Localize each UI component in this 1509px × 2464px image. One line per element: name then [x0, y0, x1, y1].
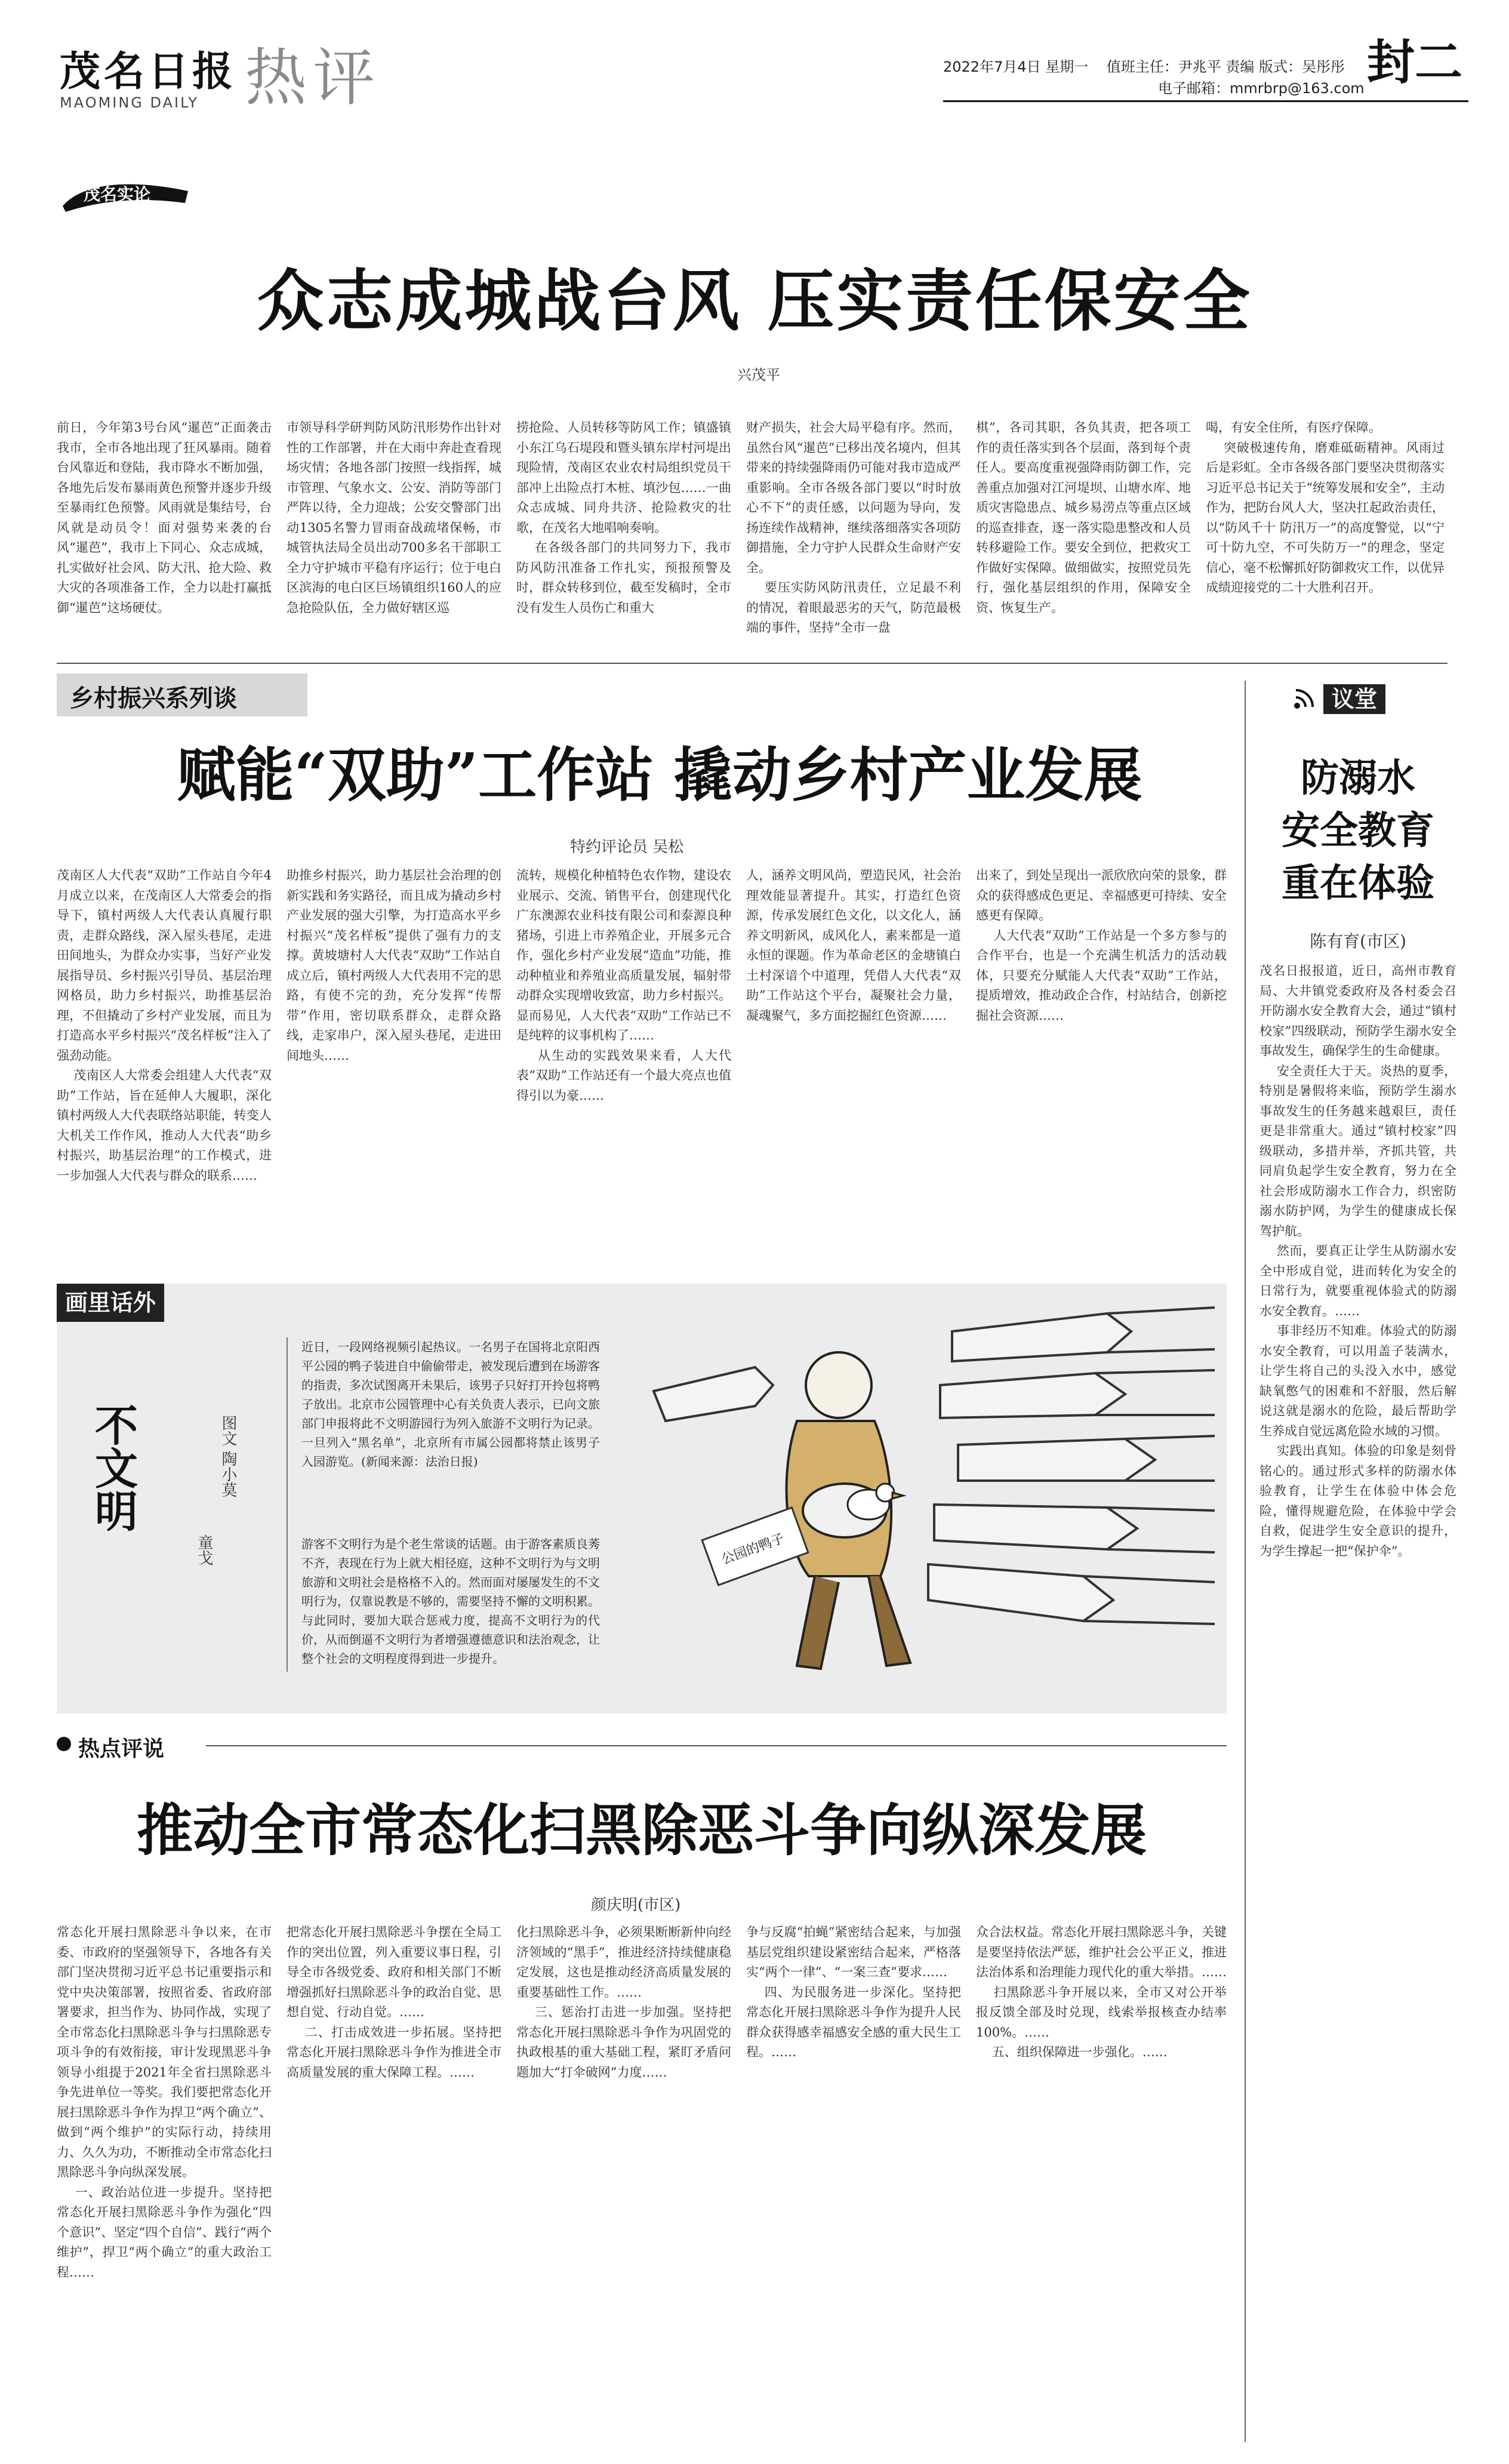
column-logo — [60, 173, 191, 215]
article3-title: 推动全市常态化扫黑除恶斗争向纵深发展 — [136, 1798, 1147, 1863]
hotspot-tag — [57, 1728, 200, 1762]
cartoon-title: 不文明 — [88, 1403, 138, 1532]
article1-bottom-rule — [57, 663, 1448, 664]
article2-col-3: 流转，规模化种植特色农作物，建设农业展示、交流、销售平台，创建现代化广东澳源农业科技有限公司和泰源良种猪场，引进上市养殖企业，开展多元合作，强化乡村产业发展“造血”功能，推动种植业和养殖业高质量发展，辐射带动群众实现增收致富，助力乡村振兴。显而易见，人大代表“双助”工作站已不是纯粹的议事机构了…… 从生动的实践效果来看，人大代表“双助”工作站还有一个最大亮点也值得引以为豪…… — [516, 868, 731, 1103]
bullet-icon — [57, 1737, 71, 1751]
section-title: 热评 — [245, 41, 381, 114]
article1-col-2: 市领导科学研判防风防汛形势作出针对性的工作部署，并在大雨中奔赴查看现场灾情；各地各部门按照一线指挥，城市管理、气象水文、公安、消防等部门严阵以待，全力迎战；公安交警部门出动1305名警力冒雨奋战疏堵保畅，市城管执法局全员出动700多名干部职工全力守护城市平稳有序运行；位于电白区滨海的电白区巨场镇组织160人的应急抢险队伍，全力做好辖区巡 — [287, 420, 501, 615]
series-tag-text: 乡村振兴系列谈 — [70, 685, 237, 712]
paper-name: 茂名日报 — [60, 48, 237, 96]
article3-col-3: 化扫黑除恶斗争，必须果断断新仲向经济领域的“黑手”，推进经济持续健康稳定发展，这也是推动经济高质量发展的重要基础性工作。…… 三、惩治打击进一步加强。坚持把常态化开展扫黑除恶斗争作为巩固党的执政根基的重大基础工程，紧盯矛盾问题加大“打伞破网”力度…… — [516, 1925, 731, 2080]
article2-col-2: 助推乡村振兴，助力基层社会治理的创新实践和务实路径，而且成为撬动乡村产业发展的强大引擎，为打造高水平乡村振兴“茂名样板”提供了强有力的支撑。黄坡塘村人大代表“双助”工作站自成立后，镇村两级人大代表用不完的思路，有使不完的劲，充分发挥“传帮带”作用，密切联系群众，走群众路线，走家串户，深入屋头巷尾，走进田间地头…… — [287, 868, 501, 1063]
cartoon-block — [57, 1284, 1227, 1714]
masthead — [0, 0, 1509, 137]
hotspot-tag-text: 热点评说 — [78, 1737, 165, 1761]
sidebar-title-line-3: 重在体验 — [1282, 861, 1434, 906]
column-logo-text: 茂名实论 — [84, 184, 151, 204]
article1-col-5: 棋”，各司其职，各负其责，把各项工作的责任落实到各个层面，落到每个责任人。要高度重视强降雨防御工作，完善重点加强对江河堤坝、山塘水库、地质灾害隐患点、城乡易涝点等重点区域的巡查排查，逐一落实隐患整改和人员转移避险工作。要安全到位，把救灾工作做好实保障。做细做实，按照党员先行，强化基层组织的作用，保障安全资、恢复生产。 — [976, 420, 1191, 615]
sidebar-tag-text: 议堂 — [1323, 684, 1385, 714]
cartoon-sign-text: 公园的鸭子 — [719, 1531, 787, 1568]
article1-col-3: 捞抢险、人员转移等防风工作；镇盛镇小东江乌石堤段和暨头镇东岸村河堤出现险情，茂南区农业农村局组织党员干部冲上出险点打木桩、填沙包……一曲众志成城、同舟共济、抢险救灾的壮歌，在茂名大地唱响奏响。 在各级各部门的共同努力下，我市防风防汛准备工作扎实，预报预警及时，群众转移到位，截至发稿时，全市没有发生人员伤亡和重大 — [516, 420, 731, 615]
article3-col-5: 众合法权益。常态化开展扫黑除恶斗争，关键是要坚持依法严惩，维护社会公平正义，推进法治体系和治理能力现代化的重大举措。…… 扫黑除恶斗争开展以来，全市又对公开举报反馈全部及时兑现，线索举报核查办结率100%。…… 五、组织保障进一步强化。…… — [976, 1925, 1227, 2059]
sidebar-author: 陈有育(市区) — [1310, 931, 1406, 951]
cartoon-header — [57, 1284, 164, 1322]
series-tag — [57, 673, 307, 716]
article2-title: 赋能“双助”工作站 撬动乡村产业发展 — [177, 741, 1142, 810]
paper-name-en: MAOMING DAILY — [60, 94, 199, 111]
article3-col-4: 争与反腐“拍蝇”紧密结合起来，与加强基层党组织建设紧密结合起来，严格落实“两个一律”、“一案三查”要求…… 四、为民服务进一步深化。坚持把常态化开展扫黑除恶斗争作为提升人民群众获得感幸福感安全感的重大民生工程。…… — [746, 1925, 961, 2059]
article2-col-1: 茂南区人大代表“双助”工作站自今年4月成立以来，在茂南区人大常委会的指导下，镇村两级人大代表认真履行职责，走群众路线，深入屋头巷尾，走进田间地头，为群众办实事，当好产业发展指导员、乡村振兴引导员、基层治理网格员，助力乡村振兴，助推基层治理，不但撬动了乡村产业发展，而且为打造高水平乡村振兴“茂名样板”注入了强劲动能。 茂南区人大常委会组建人大代表“双助”工作站，旨在延伸人大履职，深化镇村两级人大代表联络站职能，转变人大机关工作作风，推动人大代表“助乡村振兴，助基层治理”的工作模式，进一步加强人大代表与群众的联系…… — [57, 868, 272, 1183]
article3-col-1: 常态化开展扫黑除恶斗争以来，在市委、市政府的坚强领导下，各地各有关部门坚决贯彻习近平总书记重要指示和党中央决策部署，按照省委、省政府部署要求，担当作为、协同作战，实现了全市常态化扫黑除恶斗争与扫黑除恶专项斗争的有效衔接，审计发现黑恶斗争领导小组提于2021年全省扫黑除恶斗争先进单位一等奖。我们要把常态化开展扫黑除恶斗争作为捍卫“两个确立”、做到“两个维护”的实际行动，持续用力、久久为功，不断推动全市常态化扫黑除恶斗争向纵深发展。 一、政治站位进一步提升。坚持把常态化开展扫黑除恶斗争作为强化“四个意识”、坚定“四个自信”、践行“两个维护”，捍卫“两个确立”的重大政治工程…… — [57, 1925, 272, 2280]
email-line: 电子邮箱：mmrbrp@163.com — [1158, 80, 1365, 97]
duty-text: 值班主任：尹兆平 责编 版式：吴彤彤 — [1106, 59, 1345, 75]
cartoon-news: 近日，一段网络视频引起热议。一名男子在国将北京阳西平公园的鸭子装进自中偷偷带走，被发现后遭到在场游客的指责，多次试图离开未果后，该男子只好打开拎包将鸭子放出。北京市公园管理中心有关负责人表示，已向文旅部门申报将此不文明游园行为列入旅游不文明行为记录。一旦列入“黑名单”，北京所有市属公园都将禁止该男子入园游览。(新闻来源：法治日报) — [301, 1340, 600, 1469]
cartoon-divider — [287, 1337, 288, 1672]
paper-logo — [60, 48, 239, 111]
article3-top-rule — [206, 1745, 1227, 1746]
sidebar-title-line-2: 安全教育 — [1282, 808, 1434, 853]
masthead-rule — [943, 100, 1468, 102]
date-text: 2022年7月4日 星期一 — [943, 59, 1089, 75]
article1-title: 众志成城战台风 压实责任保安全 — [257, 262, 1252, 340]
broadcast-icon — [1292, 687, 1316, 710]
article2-col-5: 出来了，到处呈现出一派欣欣向荣的景象，群众的获得感成色更足、幸福感更可持续、安全感更有保障。 人大代表“双助”工作站是一个多方参与的合作平台，也是一个充满生机活力的活动载体，只要充分赋能人大代表“双助”工作站，提质增效，推动政企合作，村站结合，创新挖掘社会资源…… — [976, 868, 1227, 1023]
sidebar — [1259, 681, 1456, 2442]
pointing-hands-illustration — [618, 1296, 1215, 1708]
article2-col-4: 人，涵养文明风尚，塑造民风，社会治理效能显著提升。其实，打造红色资源，传承发展红色文化，以文化人，涵养文明新风，成风化人，素来都是一道永恒的课题。作为革命老区的金塘镇白土村深谙个中道理，凭借人大代表“双助”工作站这个平台，凝聚社会力量，凝魂聚气，多方面挖掘红色资源…… — [746, 868, 961, 1023]
sidebar-tag — [1292, 681, 1427, 716]
article1-col-4: 财产损失，社会大局平稳有序。然而，虽然台风“暹芭”已移出茂名境内，但其带来的持续强降雨仍可能对我市造成严重影响。全市各级各部门要以“时时放心不下”的责任感，以问题为导向，发扬连续作战精神，继续落细落实各项防御措施，全力守护人民群众生命财产安全。 要压实防风防汛责任，立足最不利的情况，着眼最恶劣的天气，防范最极端的事件，坚持“全市一盘 — [746, 420, 961, 635]
cartoon-header-text: 画里话外 — [65, 1290, 156, 1316]
cartoon-illustration — [618, 1296, 1215, 1708]
sidebar-title — [1259, 752, 1456, 910]
article1-author: 兴茂平 — [737, 367, 780, 383]
article1-col-1: 前日，今年第3号台风“暹芭”正面袭击我市，全市各地出现了狂风暴雨。随着台风靠近和登陆，我市降水不断加强，各地先后发布暴雨黄色预警并逐步升级至暴雨红色预警。风雨就是集结号，台风就是动员令！面对强势来袭的台风“暹芭”，我市上下同心、众志成城，扎实做好社会风、防大汛、抢大险、救大灾的各项准备工作，全力以赴打赢抵御“暹芭”这场硬仗。 — [57, 420, 272, 615]
article3-col-2: 把常态化开展扫黑除恶斗争摆在全局工作的突出位置，列入重要议事日程，引导全市各级党委、政府和相关部门不断增强抓好扫黑除恶斗争的政治自觉、思想自觉、行动自觉。…… 二、打击成效进一步拓展。坚持把常态化开展扫黑除恶斗争作为推进全市高质量发展的重大保障工程。…… — [287, 1925, 501, 2080]
article1-col-6: 喝，有安全住所，有医疗保障。 突破极速传角，磨难砥砺精神。风雨过后是彩虹。全市各级各部门要坚决贯彻落实习近平总书记关于“统筹发展和安全”，主动作为，把防台风人大，坚决扛起政治责任，以“防风千十 防汛万一”的高度警觉，以“宁可十防九空，不可失防万一”的理念，坚定信心，毫不松懈抓好防御救灾工作，以优异成绩迎接党的二十大胜利召开。 — [1206, 420, 1445, 595]
article3-author: 颜庆明(市区) — [591, 1896, 681, 1914]
cartoon-comment: 游客不文明行为是个老生常谈的话题。由于游客素质良莠不齐，表现在行为上就大相径庭，这种不文明行为与文明旅游和文明社会是格格不入的。然而面对屡屡发生的不文明行为，仅靠说教是不够的，需要坚持不懈的文明积累。与此同时，要加大联合惩戒力度，提高不文明行为的代价，从而倒逼不文明行为者增强遵德意识和法治观念，让整个社会的文明程度得到进一步提升。 — [301, 1537, 600, 1666]
article2-author: 特约评论员 吴松 — [570, 838, 684, 856]
cartoon-credit-2: 童戈 — [195, 1534, 213, 1565]
date-line — [943, 55, 1345, 76]
sidebar-title-line-1: 防溺水 — [1301, 756, 1415, 801]
sidebar-divider — [1245, 681, 1246, 2442]
cartoon-credit-1: 图文 陶小莫 — [219, 1415, 237, 1498]
sidebar-body: 茂名日报报道，近日，高州市教育局、大井镇党委政府及各村委会召开防溺水安全教育大会，通过“镇村校家”四级联动，预防学生溺水安全事故发生，确保学生的生命健康。 安全责任大于天。炎热的夏季，特别是暑假将来临，预防学生溺水事故发生的任务越来越艰巨，责任更是非常重大。通过“镇村校家”四级联动，多措并举，齐抓共管，共同肩负起学生安全教育，努力在全社会形成防溺水工作合力，织密防溺水防护网，为学生的健康成长保驾护航。 然而，要真正让学生从防溺水安全中形成自觉，进而转化为安全的日常行为，就要重视体验式的防溺水安全教育。…… 事非经历不知难。体验式的防溺水安全教育，可以用盖子装满水，让学生将自己的头没入水中，感觉缺氧憋气的困难和不舒服，然后解说这就是溺水的危险，最后帮助学生养成自觉远离危险水域的习惯。 实践出真知。体验的印象是刻骨铭心的。通过形式多样的防溺水体验教育，让学生在体验中体会危险，懂得规避危险，在体验中学会自救，促进学生安全意识的提升，为学生撑起一把“保护伞”。 — [1259, 964, 1456, 1558]
page-tag: 封二 — [1367, 35, 1462, 90]
